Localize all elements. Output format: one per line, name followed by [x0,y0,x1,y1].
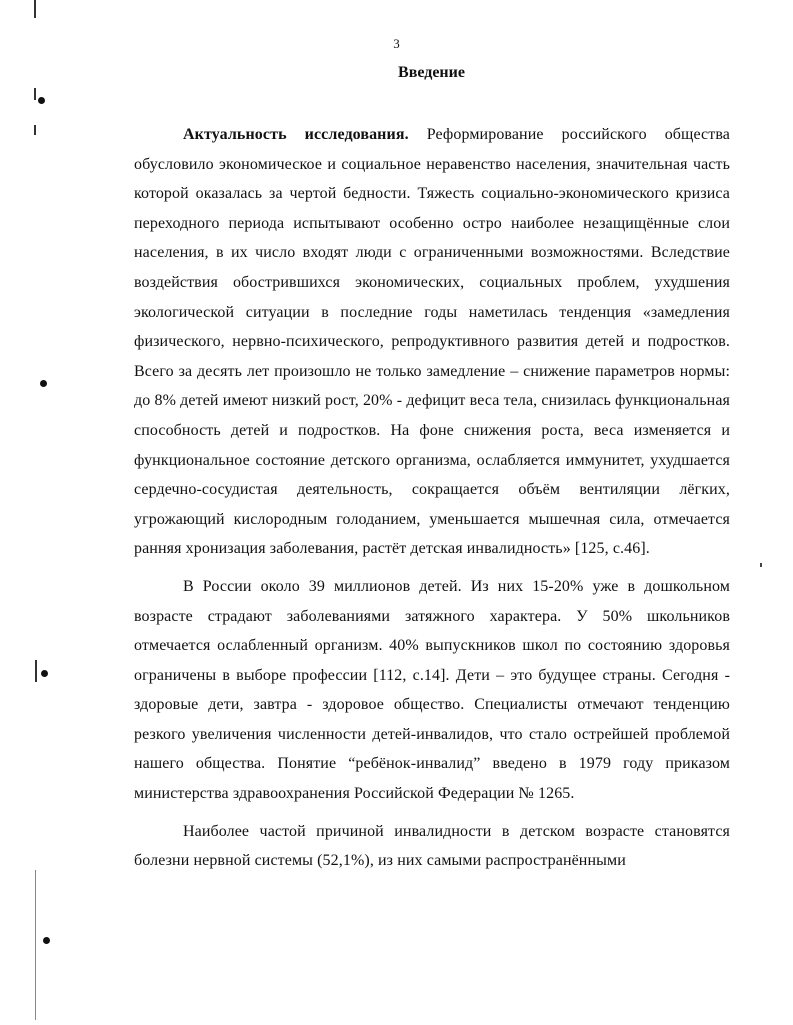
scan-margin-line [35,870,36,1020]
paragraph-lead: Актуальность исследования. [183,126,409,143]
scan-margin-line [34,88,36,100]
scan-margin-line [34,125,36,135]
binder-hole-dot [38,97,45,104]
paragraph [134,572,730,809]
paragraph-text: Наиболее частой причиной инвалидности в детском возрасте становятся болезни нервной системы (52,1%), из них самыми распространёнными [134,822,730,870]
paragraph-text: Реформирование российского общества обусловило экономическое и социальное неравенство населения, значительная часть которой оказалась за чертой бедности. Тяжесть социально-экономического кризиса переходного периода испытывают особенно остро наиболее незащищённые слои населения, в их число входят люди с ограниченными возможностями. Вследствие воздействия обострившихся экономических, социальных проблем, ухудшения экологической ситуации в последние годы наметилась тенденция «замедления физического, нервно-психического, репродуктивного развития детей и подростков. Всего за десять лет произошло не только замедление – снижение параметров нормы: до 8% детей имеют низкий рост, 20% - дефицит веса тела, снизилась функциональная способность детей и подростков. На фоне снижения роста, веса изменяется и функциональное состояние детского организма, ослабляется иммунитет, ухудшается сердечно-сосудистая деятельность, сокращается объём вентиляции лёгких, угрожающий кислородным голоданием, уменьшается мышечная сила, отмечается ранняя хронизация заболевания, растёт детская инвалидность» [125, с.46]. [134,126,730,558]
binder-hole-dot [43,937,50,944]
paragraph-text: В России около 39 миллионов детей. Из них 15-20% уже в дошкольном возрасте страдают заболеваниями затяжного характера. У 50% школьников отмечается ослабленный организм. 40% выпускников школ по состоянию здоровья ограничены в выборе профессии [112, с.14]. Дети – это будущее страны. Сегодня - здоровые дети, завтра - здоровое общество. Специалисты отмечают тенденцию резкого увеличения численности детей-инвалидов, что стало острейшей проблемой нашего общества. Понятие “ребёнок-инвалид” введено в 1979 году приказом министерства здравоохранения Российской Федерации № 1265. [134,577,730,803]
scan-margin-line [35,660,37,682]
paragraph [134,817,730,876]
document-body [134,120,730,884]
page-title: Введение [398,64,465,81]
page-number: 3 [393,36,400,51]
scan-margin-line [34,0,36,18]
binder-hole-dot [41,670,48,677]
binder-hole-dot [40,380,47,387]
scan-speck [760,563,762,567]
paragraph [134,120,730,564]
